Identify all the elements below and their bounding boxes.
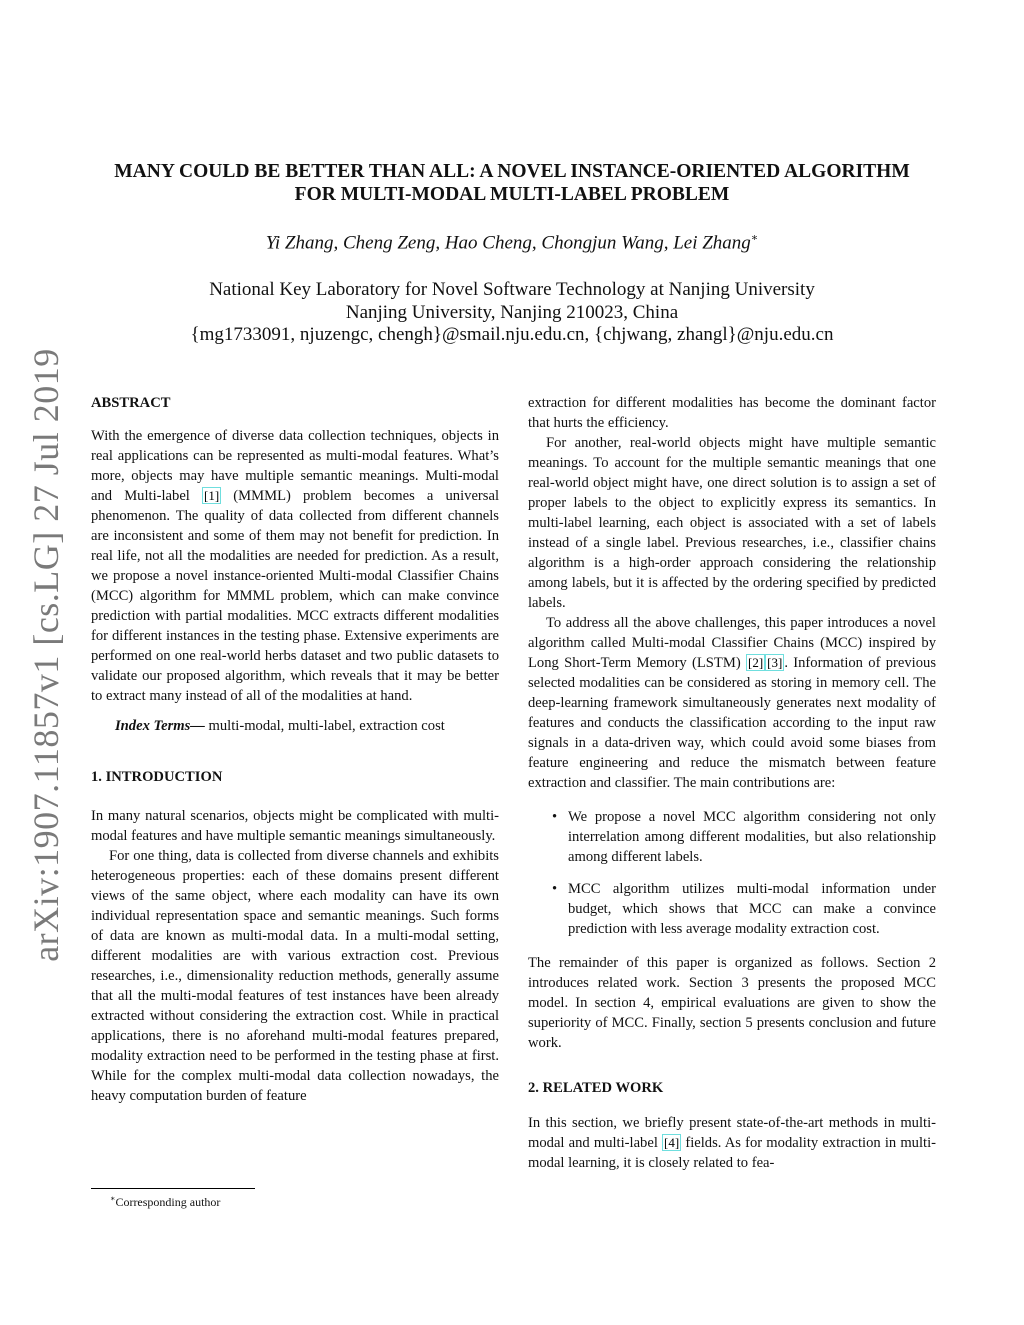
right-column [528, 393, 936, 1173]
arxiv-identifier [26, 348, 67, 962]
footnote [110, 1194, 220, 1210]
citation-link-2[interactable]: [2] [747, 655, 764, 670]
related-work-heading: 2. RELATED WORK [528, 1080, 664, 1096]
intro-paragraph-1: In many natural scenarios, objects might be complicated with multi-modal features and have multiple semantic meanings simultaneously. [91, 808, 499, 844]
footnote-divider [91, 1188, 255, 1189]
contribution-item: • We propose a novel MCC algorithm considering not only interrelation among different modalities, but also relationship among different labels. [528, 807, 936, 867]
corresponding-author-mark: ∗ [750, 232, 759, 244]
affiliation-line-2: Nanjing University, Nanjing 210023, China [345, 301, 679, 323]
citation-link-3[interactable]: [3] [767, 655, 783, 670]
citation-link-1[interactable]: [1] [203, 488, 220, 503]
author-list [80, 231, 944, 254]
paper-title-line-1: MANY COULD BE BETTER THAN ALL: A NOVEL INSTANCE-ORIENTED ALGORITHM [114, 161, 910, 182]
contribution-list [528, 807, 936, 939]
abstract-heading: ABSTRACT [91, 395, 171, 411]
left-column [91, 393, 499, 1106]
intro-paragraph-3: For another, real-world objects might have multiple semantic meanings. To account for the multiple semantic meanings that one real-world object might have, one direct solution is to assign a set of proper labels to the object to explicitly express its semantics. In multi-label learning, each object is associated with a set of labels instead of a single label. Previous researches, i.e., classifier chains algorithm is a high-order approach considering the relationship among labels, but it is affected by the ordering specified by predicted labels. [528, 435, 936, 611]
abstract-text-part-2: (MMML) problem becomes a universal phenomenon. The quality of data collected from different channels are inconsistent and some of them may not benefit for prediction. In real life, not all the modalities are needed for prediction. As a result, we propose a novel instance-oriented Multi-modal Classifier Chains (MCC) algorithm for MMML problem, which can make convince prediction with partial modalities. MCC extracts different modalities for different instances in the testing phase. Extensive experiments are performed on one real-world herbs dataset and two public datasets to validate our proposed algorithm, which reveals that it may be better to extract many instead of all of the modalities at hand. [91, 488, 500, 704]
related-work-text-part-2: fields. As for modality extraction in multi-modal learning, it is closely related to fea- [528, 1135, 936, 1171]
affiliation-block [80, 279, 944, 347]
intro-paragraph-4 [528, 613, 936, 793]
paper-title-line-2: FOR MULTI-MODAL MULTI-LABEL PROBLEM [294, 184, 730, 205]
intro-paragraph-2-continued: extraction for different modalities has become the dominant factor that hurts the efficiency. [528, 395, 936, 431]
footnote-mark: ∗ [110, 1194, 116, 1203]
intro-paragraph-4-part-2: . Information of previous selected modalities can be considered as storing in memory cell. The deep-learning framework simultaneously generates next modality of features and conducts the classification according to the input raw signals in a data-driven way, which could avoid some biases from feature engineering and reduce the mismatch between feature extraction and classifier. The main contributions are: [528, 655, 936, 791]
paper-title [80, 160, 944, 206]
affiliation-emails: {mg1733091, njuzengc, chengh}@smail.nju.edu.cn, {chjwang, zhangl}@nju.edu.cn [190, 324, 834, 345]
intro-paragraph-2: For one thing, data is collected from diverse channels and exhibits heterogeneous properties: each of these domains present different views of the same object, where each modality can have its own individual representation space and semantic meanings. Such forms of data are known as multi-modal data. In a multi-modal setting, different modalities are with various extraction cost. Previous researches, i.e., dimensionality reduction methods, generally assume that all the multi-modal features of test instances have been already extracted without considering the extraction cost. While in practical applications, there is no aforehand multi-modal features prepared, modality extraction need to be performed in the testing phase at first. While for the complex multi-modal data collection nowadays, the heavy computation burden of feature [91, 848, 499, 1104]
contribution-item: • MCC algorithm utilizes multi-modal information under budget, which shows that MCC can make a convince prediction with less average modality extraction cost. [528, 879, 936, 939]
index-terms-text: multi-modal, multi-label, extraction cost [204, 718, 445, 734]
related-work-text-part-1: In this section, we briefly present state-of-the-art methods in multi-modal and multi-label [528, 1115, 936, 1151]
intro-paragraph-5: The remainder of this paper is organized as follows. Section 2 introduces related work. Section 3 presents the proposed MCC model. In section 4, empirical evaluations are given to show the superiority of MCC. Finally, section 5 presents conclusion and future work. [528, 955, 936, 1051]
related-work-paragraph-1 [528, 1113, 936, 1173]
abstract-text-part-1: With the emergence of diverse data collection techniques, objects in real applications can be represented as multi-modal features. What’s more, objects may have multiple semantic meanings. Multi-modal and Multi-label [91, 428, 499, 504]
citation-link-4[interactable]: [4] [664, 1135, 680, 1150]
intro-paragraph-4-part-1: To address all the above challenges, this paper introduces a novel algorithm called Multi-modal Classifier Chains (MCC) inspired by Long Short-Term Memory (LSTM) [528, 615, 936, 671]
author-names: Yi Zhang, Cheng Zeng, Hao Cheng, Chongjun Wang, Lei Zhang [265, 232, 751, 254]
footnote-text: Corresponding author [115, 1195, 221, 1209]
affiliation-line-1: National Key Laboratory for Novel Software Technology at Nanjing University [209, 279, 815, 300]
arxiv-identifier-text: arXiv:1907.11857v1 [cs.LG] 27 Jul 2019 [26, 348, 67, 962]
index-terms [91, 716, 499, 736]
abstract-body [91, 426, 499, 706]
index-terms-label: Index Terms— [115, 718, 205, 734]
introduction-heading: 1. INTRODUCTION [91, 769, 223, 785]
